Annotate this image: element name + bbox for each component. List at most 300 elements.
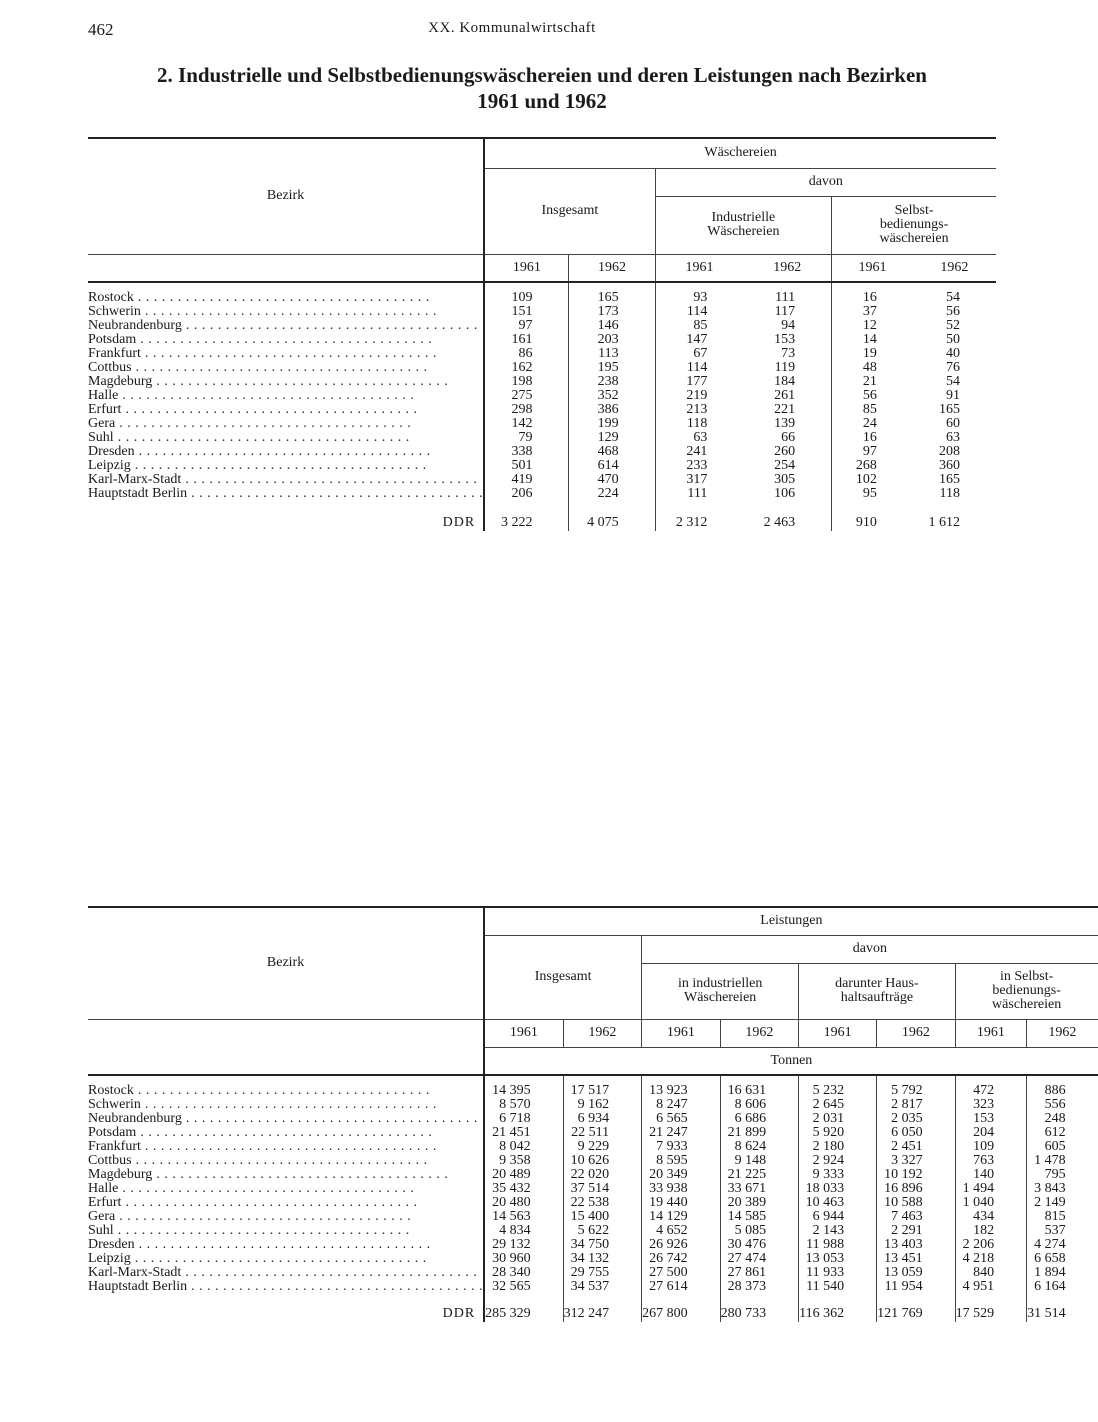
bezirk-name: Erfurt . . .	[88, 1196, 484, 1210]
bezirk-name: Schwerin . . .	[88, 1098, 484, 1112]
cell-value: 3 327	[877, 1154, 956, 1168]
cell-value: 30 476	[720, 1238, 799, 1252]
cell-value: 6 164	[1027, 1280, 1098, 1294]
cell-value: 614	[569, 459, 655, 473]
cell-value: 434	[955, 1210, 1027, 1224]
cell-value: 79	[484, 431, 569, 445]
table-row	[88, 305, 996, 319]
page-number: 462	[88, 20, 114, 39]
cell-value: 605	[1027, 1140, 1098, 1154]
total-value: 3 222	[484, 515, 569, 531]
cell-value: 4 652	[642, 1224, 721, 1238]
bezirk-name: Magdeburg . . .	[88, 1168, 484, 1182]
table-row	[88, 1210, 1098, 1224]
bezirk-name: Potsdam . . .	[88, 333, 484, 347]
year-header: 1961	[484, 1019, 563, 1047]
cell-value: 56	[832, 389, 913, 403]
cell-value: 20 389	[720, 1196, 799, 1210]
cell-value: 21 225	[720, 1168, 799, 1182]
cell-value: 323	[955, 1098, 1027, 1112]
cell-value: 2 206	[955, 1238, 1027, 1252]
cell-value: 182	[955, 1224, 1027, 1238]
table-row-total	[88, 1306, 1098, 1322]
table-row-total	[88, 515, 996, 531]
cell-value: 317	[655, 473, 743, 487]
bezirk-name: Leipzig . . .	[88, 459, 484, 473]
cell-value: 161	[484, 333, 569, 347]
cell-value: 142	[484, 417, 569, 431]
cell-value: 118	[655, 417, 743, 431]
table-row	[88, 1168, 1098, 1182]
cell-value: 21 451	[484, 1126, 563, 1140]
cell-value: 261	[774, 388, 796, 403]
year-header: 1962	[743, 254, 831, 282]
cell-value: 213	[655, 403, 743, 417]
table-row	[88, 487, 996, 501]
cell-value: 165	[569, 291, 655, 305]
cell-value: 6 658	[1027, 1252, 1098, 1266]
total-value: 285 329	[484, 1306, 563, 1322]
cell-value: 19 440	[642, 1196, 721, 1210]
bezirk-name: Cottbus . . .	[88, 361, 484, 375]
cell-value: 153	[955, 1112, 1027, 1126]
cell-value: 27 861	[720, 1266, 799, 1280]
year-header: 1962	[720, 1019, 799, 1047]
cell-value: 14 563	[484, 1210, 563, 1224]
cell-value: 153	[774, 332, 796, 347]
cell-value: 118	[939, 486, 960, 501]
cell-value: 5 085	[720, 1224, 799, 1238]
cell-value: 54	[946, 290, 960, 305]
table-row	[88, 1280, 1098, 1294]
cell-value: 386	[569, 403, 655, 417]
cell-value: 198	[484, 375, 569, 389]
cell-value: 2 149	[1027, 1196, 1098, 1210]
cell-value: 22 538	[563, 1196, 642, 1210]
cell-value: 238	[569, 375, 655, 389]
bezirk-name: Rostock . . .	[88, 291, 484, 305]
cell-value: 470	[569, 473, 655, 487]
year-header: 1961	[642, 1019, 721, 1047]
cell-value: 16	[832, 291, 913, 305]
cell-value: 139	[774, 416, 796, 431]
cell-value: 60	[946, 416, 960, 431]
bezirk-name: Karl-Marx-Stadt . . .	[88, 1266, 484, 1280]
cell-value: 29 132	[484, 1238, 563, 1252]
cell-value: 18 033	[799, 1182, 877, 1196]
cell-value: 151	[484, 305, 569, 319]
bezirk-name: Potsdam . . .	[88, 1126, 484, 1140]
cell-value: 106	[774, 486, 796, 501]
cell-value: 27 500	[642, 1266, 721, 1280]
cell-value: 32 565	[484, 1280, 563, 1294]
cell-value: 11 540	[799, 1280, 877, 1294]
table-row	[88, 445, 996, 459]
cell-value: 4 274	[1027, 1238, 1098, 1252]
cell-value: 33 938	[642, 1182, 721, 1196]
cell-value: 199	[569, 417, 655, 431]
table-row	[88, 1154, 1098, 1168]
cell-value: 8 595	[642, 1154, 721, 1168]
table-row	[88, 1140, 1098, 1154]
table-row	[88, 473, 996, 487]
cell-value: 11 954	[877, 1280, 956, 1294]
cell-value: 165	[939, 472, 960, 487]
cell-value: 119	[774, 360, 796, 375]
year-header: 1962	[569, 254, 655, 282]
running-head: XX. Kommunalwirtschaft	[428, 20, 596, 36]
cell-value: 16 896	[877, 1182, 956, 1196]
cell-value: 11 933	[799, 1266, 877, 1280]
total-value: 17 529	[955, 1306, 1027, 1322]
table-row	[88, 1196, 1098, 1210]
cell-value: 4 951	[955, 1280, 1027, 1294]
bezirk-name: Leipzig . . .	[88, 1252, 484, 1266]
cell-value: 24	[832, 417, 913, 431]
cell-value: 28 373	[720, 1280, 799, 1294]
year-header: 1961	[655, 254, 743, 282]
cell-value: 27 474	[720, 1252, 799, 1266]
cell-value: 21	[832, 375, 913, 389]
total-value: 2 463	[763, 515, 796, 530]
cell-value: 2 817	[877, 1098, 956, 1112]
cell-value: 260	[774, 444, 796, 459]
total-value: 267 800	[642, 1306, 721, 1322]
table-waeschereien	[88, 137, 996, 531]
table-row	[88, 417, 996, 431]
total-value: 910	[832, 515, 913, 531]
davon-header: davon	[642, 935, 1098, 963]
bezirk-name: Suhl . . .	[88, 431, 484, 445]
cell-value: 93	[655, 291, 743, 305]
cell-value: 204	[955, 1126, 1027, 1140]
cell-value: 8 570	[484, 1098, 563, 1112]
cell-value: 5 232	[799, 1084, 877, 1098]
cell-value: 612	[1027, 1126, 1098, 1140]
cell-value: 1 894	[1027, 1266, 1098, 1280]
cell-value: 206	[484, 487, 569, 501]
cell-value: 9 333	[799, 1168, 877, 1182]
table-row	[88, 1252, 1098, 1266]
cell-value: 95	[832, 487, 913, 501]
cell-value: 6 050	[877, 1126, 956, 1140]
cell-value: 5 920	[799, 1126, 877, 1140]
cell-value: 14	[832, 333, 913, 347]
cell-value: 1 040	[955, 1196, 1027, 1210]
cell-value: 840	[955, 1266, 1027, 1280]
bezirk-name: Frankfurt . . .	[88, 347, 484, 361]
cell-value: 54	[946, 374, 960, 389]
cell-value: 4 218	[955, 1252, 1027, 1266]
total-value: 116 362	[799, 1306, 877, 1322]
cell-value: 8 624	[720, 1140, 799, 1154]
unit-header: Tonnen	[484, 1047, 1097, 1075]
cell-value: 15 400	[563, 1210, 642, 1224]
title-line-2: 1961 und 1962	[477, 89, 607, 113]
cell-value: 6 565	[642, 1112, 721, 1126]
cell-value: 233	[655, 459, 743, 473]
insgesamt-header: Insgesamt	[484, 168, 655, 254]
cell-value: 21 247	[642, 1126, 721, 1140]
table-row	[88, 1112, 1098, 1126]
cell-value: 12	[832, 319, 913, 333]
year-header: 1962	[1027, 1019, 1098, 1047]
cell-value: 275	[484, 389, 569, 403]
year-header: 1962	[913, 254, 996, 282]
cell-value: 10 463	[799, 1196, 877, 1210]
cell-value: 22 020	[563, 1168, 642, 1182]
title-line-1: 2. Industrielle und Selbstbedienungswäschereien und deren Leistungen nach Bezirken	[157, 63, 927, 87]
total-value: 31 514	[1027, 1306, 1098, 1322]
cell-value: 2 924	[799, 1154, 877, 1168]
cell-value: 111	[775, 290, 796, 305]
cell-value: 10 588	[877, 1196, 956, 1210]
industriellen-header: in industriellen Wäschereien	[642, 963, 799, 1019]
cell-value: 63	[655, 431, 743, 445]
davon-header: davon	[655, 168, 996, 196]
cell-value: 17 517	[563, 1084, 642, 1098]
bezirk-header: Bezirk	[88, 907, 484, 1019]
year-header: 1962	[877, 1019, 956, 1047]
cell-value: 52	[946, 318, 960, 333]
cell-value: 10 192	[877, 1168, 956, 1182]
cell-value: 13 403	[877, 1238, 956, 1252]
cell-value: 556	[1027, 1098, 1098, 1112]
cell-value: 22 511	[563, 1126, 642, 1140]
cell-value: 7 463	[877, 1210, 956, 1224]
cell-value: 501	[484, 459, 569, 473]
cell-value: 16 631	[720, 1084, 799, 1098]
cell-value: 48	[832, 361, 913, 375]
cell-value: 203	[569, 333, 655, 347]
cell-value: 9 229	[563, 1140, 642, 1154]
cell-value: 14 395	[484, 1084, 563, 1098]
cell-value: 63	[946, 430, 960, 445]
page-title	[60, 62, 1024, 114]
cell-value: 8 606	[720, 1098, 799, 1112]
cell-value: 241	[655, 445, 743, 459]
cell-value: 2 645	[799, 1098, 877, 1112]
industrielle-header: Industrielle Wäschereien	[655, 196, 832, 254]
cell-value: 8 042	[484, 1140, 563, 1154]
cell-value: 29 755	[563, 1266, 642, 1280]
bezirk-name: Schwerin . . .	[88, 305, 484, 319]
cell-value: 248	[1027, 1112, 1098, 1126]
cell-value: 162	[484, 361, 569, 375]
total-value: 280 733	[720, 1306, 799, 1322]
bezirk-name: Karl-Marx-Stadt . . .	[88, 473, 484, 487]
cell-value: 1 478	[1027, 1154, 1098, 1168]
cell-value: 40	[946, 346, 960, 361]
cell-value: 173	[569, 305, 655, 319]
cell-value: 19	[832, 347, 913, 361]
cell-value: 11 988	[799, 1238, 877, 1252]
insgesamt-header: Insgesamt	[484, 935, 642, 1019]
cell-value: 795	[1027, 1168, 1098, 1182]
table-row	[88, 1098, 1098, 1112]
cell-value: 224	[569, 487, 655, 501]
cell-value: 13 053	[799, 1252, 877, 1266]
cell-value: 208	[939, 444, 960, 459]
cell-value: 33 671	[720, 1182, 799, 1196]
cell-value: 67	[655, 347, 743, 361]
cell-value: 2 180	[799, 1140, 877, 1154]
cell-value: 184	[774, 374, 796, 389]
table-row	[88, 361, 996, 375]
year-header: 1961	[484, 254, 569, 282]
cell-value: 34 750	[563, 1238, 642, 1252]
cell-value: 114	[655, 305, 743, 319]
bezirk-header: Bezirk	[88, 138, 484, 254]
cell-value: 20 349	[642, 1168, 721, 1182]
total-label: DDR	[442, 515, 476, 530]
cell-value: 6 934	[563, 1112, 642, 1126]
cell-value: 9 358	[484, 1154, 563, 1168]
bezirk-name: Neubrandenburg . . .	[88, 319, 484, 333]
cell-value: 268	[832, 459, 913, 473]
cell-value: 50	[946, 332, 960, 347]
bezirk-name: Cottbus . . .	[88, 1154, 484, 1168]
cell-value: 146	[569, 319, 655, 333]
table-row	[88, 1238, 1098, 1252]
year-header: 1961	[799, 1019, 877, 1047]
table-row	[88, 1182, 1098, 1196]
cell-value: 419	[484, 473, 569, 487]
bezirk-name: Hauptstadt Berlin . . .	[88, 1280, 484, 1294]
cell-value: 91	[946, 388, 960, 403]
selbst-header: in Selbst-bedienungs-wäschereien	[955, 963, 1098, 1019]
cell-value: 28 340	[484, 1266, 563, 1280]
cell-value: 109	[955, 1140, 1027, 1154]
cell-value: 9 148	[720, 1154, 799, 1168]
cell-value: 102	[832, 473, 913, 487]
cell-value: 6 944	[799, 1210, 877, 1224]
table-row	[88, 1224, 1098, 1238]
year-header: 1961	[955, 1019, 1027, 1047]
cell-value: 13 451	[877, 1252, 956, 1266]
table-row	[88, 431, 996, 445]
group-header-waeschereien: Wäschereien	[484, 138, 996, 168]
table-row	[88, 333, 996, 347]
cell-value: 97	[832, 445, 913, 459]
table-row	[88, 459, 996, 473]
year-header: 1961	[832, 254, 913, 282]
cell-value: 10 626	[563, 1154, 642, 1168]
table-row	[88, 1084, 1098, 1098]
cell-value: 13 059	[877, 1266, 956, 1280]
bezirk-name: Neubrandenburg . . .	[88, 1112, 484, 1126]
cell-value: 360	[939, 458, 960, 473]
cell-value: 221	[774, 402, 796, 417]
cell-value: 66	[781, 430, 796, 445]
cell-value: 97	[484, 319, 569, 333]
table-leistungen	[88, 906, 1098, 1322]
cell-value: 537	[1027, 1224, 1098, 1238]
cell-value: 6 686	[720, 1112, 799, 1126]
bezirk-name: Erfurt . . .	[88, 403, 484, 417]
table-row	[88, 347, 996, 361]
year-header: 1962	[563, 1019, 642, 1047]
cell-value: 6 718	[484, 1112, 563, 1126]
table-row	[88, 375, 996, 389]
cell-value: 8 247	[642, 1098, 721, 1112]
cell-value: 34 132	[563, 1252, 642, 1266]
cell-value: 254	[774, 458, 796, 473]
bezirk-name: Frankfurt . . .	[88, 1140, 484, 1154]
cell-value: 219	[655, 389, 743, 403]
cell-value: 4 834	[484, 1224, 563, 1238]
bezirk-name: Halle . . .	[88, 389, 484, 403]
cell-value: 56	[946, 304, 960, 319]
cell-value: 2 451	[877, 1140, 956, 1154]
bezirk-name: Rostock . . .	[88, 1084, 484, 1098]
table-row	[88, 403, 996, 417]
bezirk-name: Dresden . . .	[88, 445, 484, 459]
cell-value: 37	[832, 305, 913, 319]
cell-value: 472	[955, 1084, 1027, 1098]
cell-value: 94	[781, 318, 796, 333]
cell-value: 2 035	[877, 1112, 956, 1126]
cell-value: 177	[655, 375, 743, 389]
table-row	[88, 1266, 1098, 1280]
cell-value: 14 585	[720, 1210, 799, 1224]
cell-value: 21 899	[720, 1126, 799, 1140]
cell-value: 27 614	[642, 1280, 721, 1294]
cell-value: 34 537	[563, 1280, 642, 1294]
cell-value: 26 926	[642, 1238, 721, 1252]
cell-value: 305	[774, 472, 796, 487]
cell-value: 147	[655, 333, 743, 347]
cell-value: 37 514	[563, 1182, 642, 1196]
total-value: 1 612	[928, 515, 960, 530]
table-row	[88, 389, 996, 403]
cell-value: 763	[955, 1154, 1027, 1168]
cell-value: 16	[832, 431, 913, 445]
cell-value: 815	[1027, 1210, 1098, 1224]
cell-value: 35 432	[484, 1182, 563, 1196]
cell-value: 73	[781, 346, 796, 361]
selbst-header: Selbst-bedienungs-wäschereien	[832, 196, 996, 254]
cell-value: 13 923	[642, 1084, 721, 1098]
total-value: 121 769	[877, 1306, 956, 1322]
total-value: 4 075	[569, 515, 655, 531]
bezirk-name: Suhl . . .	[88, 1224, 484, 1238]
cell-value: 30 960	[484, 1252, 563, 1266]
cell-value: 113	[569, 347, 655, 361]
table-row	[88, 1126, 1098, 1140]
cell-value: 298	[484, 403, 569, 417]
group-header-leistungen: Leistungen	[484, 907, 1097, 935]
cell-value: 338	[484, 445, 569, 459]
cell-value: 7 933	[642, 1140, 721, 1154]
cell-value: 352	[569, 389, 655, 403]
table-row	[88, 291, 996, 305]
bezirk-name: Magdeburg . . .	[88, 375, 484, 389]
cell-value: 26 742	[642, 1252, 721, 1266]
cell-value: 886	[1027, 1084, 1098, 1098]
cell-value: 2 031	[799, 1112, 877, 1126]
cell-value: 1 494	[955, 1182, 1027, 1196]
cell-value: 3 843	[1027, 1182, 1098, 1196]
cell-value: 5 622	[563, 1224, 642, 1238]
cell-value: 86	[484, 347, 569, 361]
cell-value: 85	[832, 403, 913, 417]
bezirk-name: Hauptstadt Berlin . . .	[88, 487, 484, 501]
cell-value: 468	[569, 445, 655, 459]
darunter-header: darunter Haus-haltsaufträge	[799, 963, 955, 1019]
bezirk-name: Gera . . .	[88, 417, 484, 431]
bezirk-name: Dresden . . .	[88, 1238, 484, 1252]
